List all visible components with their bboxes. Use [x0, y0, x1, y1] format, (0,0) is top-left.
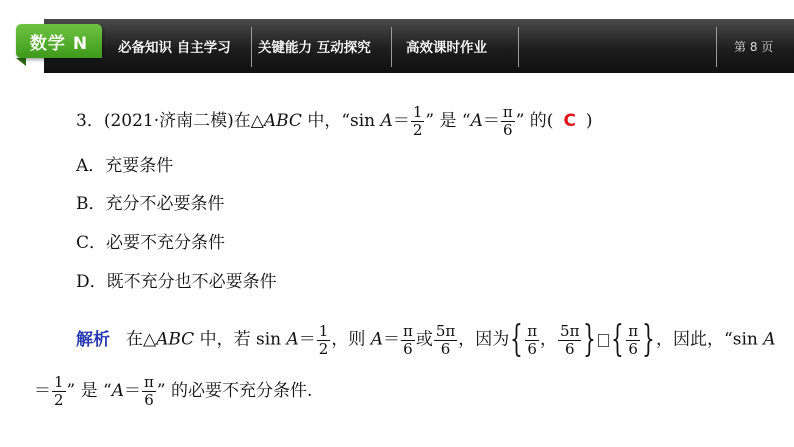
frac-num: π	[502, 103, 513, 121]
question-text: 3．(2021·济南二模)在△	[76, 111, 264, 131]
question-stem	[76, 104, 593, 139]
right-brace: }	[583, 319, 597, 360]
solution-text: ，	[540, 329, 558, 350]
frac-den: 6	[403, 339, 413, 358]
subject-tab[interactable]	[16, 24, 102, 58]
page-number: 第 8 页	[734, 39, 774, 54]
fraction-pi-over-six	[401, 323, 415, 358]
frac-den: 6	[628, 339, 638, 358]
solution-eq: ＝	[383, 329, 401, 350]
solution-line-1	[76, 319, 776, 360]
fraction-one-half	[317, 323, 331, 358]
set-element	[626, 323, 640, 358]
question-text: )	[585, 111, 593, 131]
question-text: ” 是 “	[425, 111, 471, 131]
question-text: 中，“sin	[301, 111, 381, 131]
question-var: A	[380, 111, 393, 131]
question-eq: ＝	[482, 111, 500, 131]
solution-eq: ＝	[124, 381, 142, 401]
subject-label: 数学 N	[29, 33, 89, 54]
question-text: ” 的(	[515, 111, 554, 131]
frac-num: π	[403, 321, 413, 340]
frac-den: 6	[440, 339, 451, 358]
solution-var: A	[286, 329, 299, 350]
frac-den: 6	[144, 391, 154, 409]
fraction-pi-over-six	[142, 374, 156, 409]
frac-den: 6	[564, 339, 575, 358]
question-triangle: ABC	[263, 111, 302, 131]
solution-text: ” 的必要不充分条件.	[156, 381, 313, 401]
solution-text: 中，若 sin	[194, 329, 287, 350]
frac-num: 1	[54, 373, 64, 391]
fraction-five-pi-over-six	[434, 323, 457, 358]
frac-num: 1	[412, 103, 423, 121]
solution-text: 或	[415, 329, 433, 350]
nav-item-key-ability[interactable]: 关键能力 互动探究	[258, 40, 371, 56]
nav-item-homework[interactable]: 高效课时作业	[406, 40, 487, 56]
option-a: A．充要条件	[76, 156, 174, 176]
frac-den: 2	[54, 391, 64, 409]
option-c: C．必要不充分条件	[76, 233, 226, 253]
nav-item-basic-knowledge[interactable]: 必备知识 自主学习	[118, 40, 231, 56]
frac-num: π	[628, 321, 639, 340]
left-brace: {	[611, 319, 625, 360]
frac-num: π	[527, 321, 538, 340]
fraction-pi-over-six	[501, 104, 515, 139]
solution-var: A	[763, 329, 776, 350]
nav-divider	[716, 27, 717, 67]
solution-eq: ＝	[298, 329, 316, 350]
fraction-one-half	[411, 104, 425, 139]
frac-num: 5π	[435, 321, 456, 340]
solution-eq: ＝	[34, 381, 51, 401]
right-brace: }	[642, 319, 655, 360]
frac-num: 5π	[560, 321, 580, 340]
left-brace: {	[510, 319, 524, 360]
frac-den: 2	[412, 121, 423, 139]
solution-var: A	[111, 381, 125, 401]
frac-den: 6	[503, 121, 513, 139]
solution-triangle: ABC	[156, 329, 195, 350]
frac-den: 2	[318, 339, 329, 358]
frac-den: 6	[527, 339, 537, 358]
solution-text: ，则	[331, 329, 371, 350]
subject-tab-fold	[16, 58, 26, 66]
question-eq: ＝	[392, 111, 410, 131]
set-element	[525, 323, 539, 358]
set-element	[558, 323, 581, 358]
answer-badge: C	[563, 111, 576, 131]
solution-var: A	[370, 329, 384, 350]
question-var: A	[470, 111, 483, 131]
nav-divider	[391, 27, 392, 67]
solution-text: 在△	[126, 329, 157, 350]
header-bar	[44, 19, 794, 73]
solution-text: ，因为	[458, 329, 510, 350]
solution-label: 解析	[76, 329, 110, 350]
frac-num: 1	[318, 321, 329, 340]
solution-text: ” 是 “	[66, 381, 112, 401]
solution-text: ，因此，“sin	[656, 329, 764, 350]
solution-line-2	[34, 374, 312, 409]
frac-num: π	[144, 373, 154, 391]
fraction-one-half	[52, 374, 66, 409]
not-subset-icon	[598, 334, 609, 347]
nav-divider	[251, 27, 252, 67]
option-b: B．充分不必要条件	[76, 194, 225, 214]
nav-divider	[518, 27, 519, 67]
option-d: D．既不充分也不必要条件	[76, 272, 277, 292]
